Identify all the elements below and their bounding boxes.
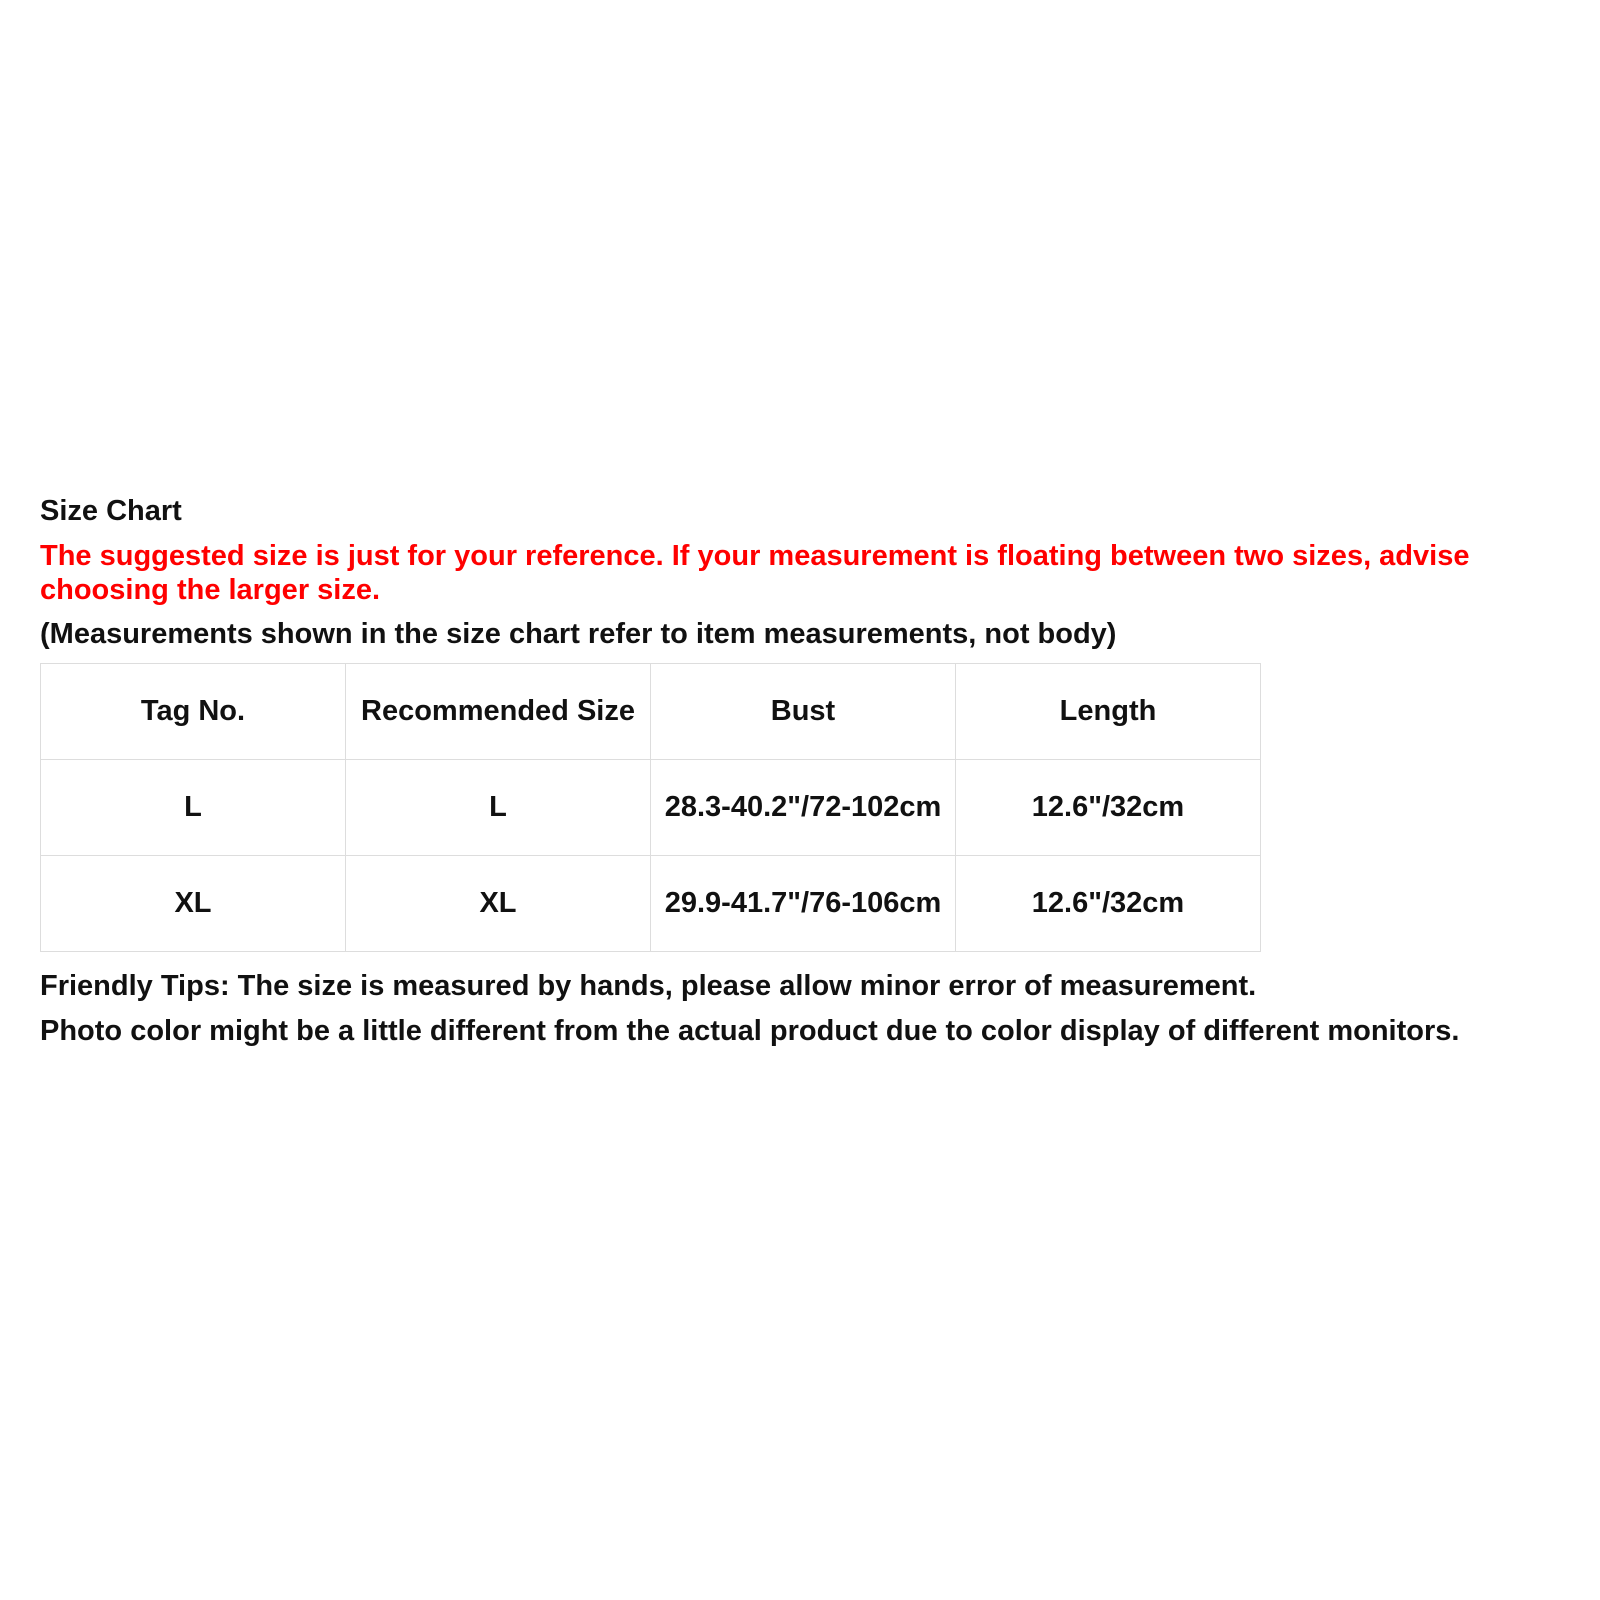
cell-tag-no: XL [41,856,346,952]
tips-line-photo-color: Photo color might be a little different from the actual product due to color display of different monitors. [40,1015,1460,1047]
table-row [41,760,1261,856]
cell-length: 12.6"/32cm [956,856,1261,952]
size-chart-section [40,494,1570,1059]
table-header-row [41,664,1261,760]
tips-line-measurement: Friendly Tips: The size is measured by hands, please allow minor error of measurement. [40,970,1257,1002]
cell-recommended-size: XL [346,856,651,952]
cell-bust: 28.3-40.2"/72-102cm [651,760,956,856]
measurement-note: (Measurements shown in the size chart refer to item measurements, not body) [40,618,1117,650]
cell-bust: 29.9-41.7"/76-106cm [651,856,956,952]
cell-recommended-size: L [346,760,651,856]
header-tag-no: Tag No. [41,664,346,760]
size-table [40,663,1261,952]
friendly-tips [40,969,1570,1048]
size-chart-title: Size Chart [40,495,182,527]
header-length: Length [956,664,1261,760]
cell-length: 12.6"/32cm [956,760,1261,856]
header-recommended-size: Recommended Size [346,664,651,760]
size-advice-note: The suggested size is just for your reference. If your measurement is floating between two sizes, advise choosing the larger size. [40,540,1470,606]
table-row [41,856,1261,952]
cell-tag-no: L [41,760,346,856]
header-bust: Bust [651,664,956,760]
